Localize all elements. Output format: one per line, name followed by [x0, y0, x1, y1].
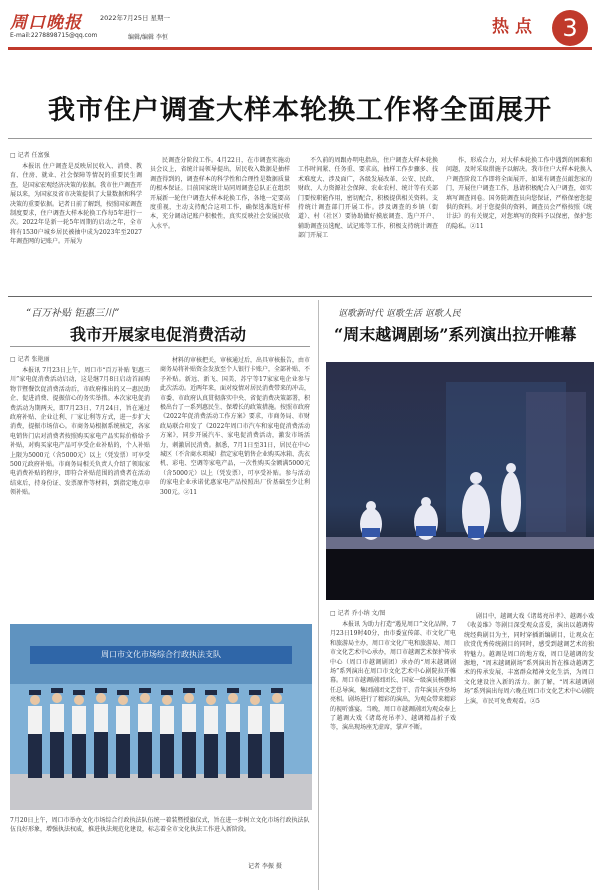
weekend-headline: “周末越调剧场”系列演出拉开帷幕 — [334, 325, 577, 344]
main-article-column-1: 本报讯 住户调查是反映居民收入、消费、教育、住房、就业、社会保障等情况的重要民生调查，是国家宏观经济决策的依据。我市住户调查开展以来，为国家及省市决策提供了大量数据和科学决策的重要依据。记者日前了解到，按照国家调查制度要求，住户调查大样本轮换工作每5年进行一次。2022年是新一轮5年周期的启动之年，全市将有1530户城乡居民被抽中成为2023年至2027年调查网的记账户。开展为 — [10, 163, 142, 246]
main-article-column-2: 民调查分阶段工作。4月22日，在市调查实施动员会议上，省统计局领导提出，居民收入数据是抽样调查得到的，调查样本的科学性和合理性是数据质量的根本保证。目前国家统计局同周调查总队正在组织开展新一轮住户调查大样本轮换工作，各地一定要高度重视，主动支持配合这项工作，确保选准选好样本，充分调动记账户积极性，真实反映社会发展民收入水平。 — [150, 157, 290, 230]
photo-banner-text: 周口市文化市场综合行政执法支队 — [101, 650, 221, 659]
enforcement-team-photo — [10, 624, 312, 810]
section-divider — [8, 296, 592, 297]
team-photo-credit: 记者 李振 摄 — [248, 863, 282, 870]
weekend-byline: □ 记者 乔小纳 文/图 — [330, 608, 386, 617]
newspaper-logo: 周口晚报 — [10, 13, 82, 33]
contact-email: E-mail:2278898715@qq.com — [10, 32, 98, 39]
appliance-article-column-2: 材料的审核把关，审核通过后，出具审核报告，由市商务局将补贴资金发放至个人银行卡账户，全部补贴、不予补贴。新远、新飞、国美、苏宁等17家家电企业参与此次活动。近两年来，面对疫情对居民消费带来的冲击，市委、市政府认真贯彻落实中央、省促消费决策部署，积极出台了一系列惠民生、保增长的政策措施。按照市政府《2022年促消费活动工作方案》要求，市商务局、市财政局联合印发了《2022年周口市汽车和家电促消费活动方案》，同步开展汽车、家电促消费活动，激发市场活力，刺激居民消费。据悉，7月1日至31日，居民在中心城区（不含商水项城）指定家电销售企业购买冰箱、洗衣机、彩电、空调等家电产品，一次性购买金额满5000元（含5000元）以上（凭发票），可享受补贴。参与活动的家电企业承诺优惠家电产品按照出厂价基础至少让利300元。②11 — [160, 357, 310, 496]
appliance-rule — [10, 346, 310, 347]
main-article-column-4: 作，形成合力，对大样本轮换工作中遇到的困难和问题，及时采取措施予以解决。我市住户大样本轮换入户调查阶段工作即将全面展开，如果有调查员敲您家的门，开展住户调查工作，恳请积极配合入户调查，如实填写调查问卷。国务院调查员向您保证，严格保密您提供的资料。对于您提供的资料，调查员会严格按照《统计法》的有关规定，对您填写的资料予以保密，保护您的隐私。②11 — [446, 157, 592, 230]
appliance-article-column-1: 本报讯 7月23日上午，周口市“百万补贴 钜惠三川”家电促消费活动启动，这是继7月8日启动首届购物节暨餐饮促消费活动后，市政府推出的又一惠民助企、促进消费、提振信心的务实举措。本次家电促消费活动为期两天，即7月23日、7月24日，旨在通过政府补贴、企业让利、厂家让利等方式，进一步扩大消费，提振市场信心。市商务局根据系统核定，各家电销售门店对消费者按照购买家电产品实际价格给予补贴，对购买家电产品可享受企业补贴的，个人补贴上限为5000元（含5000元）以上（凭发票）可享受500元政府补贴。市商务局相关负责人介绍了领取家电消费补贴的程序，即符合补贴范围的消费者在活动结束后，持身份证、发票原件等材料，到指定地点申领补贴。 — [10, 367, 150, 497]
column-divider — [318, 300, 319, 890]
main-headline: 我市住户调查大样本轮换工作将全面展开 — [48, 95, 552, 126]
page-number-badge: 3 — [552, 10, 588, 46]
masthead — [8, 6, 592, 50]
stage-performance-photo — [326, 362, 594, 600]
appliance-kicker: “百万补贴 钜惠三川” — [26, 308, 120, 319]
team-photo-caption: 7月20日上午，周口市举办文化市场综合行政执法队伍统一着装暨授旗仪式，旨在进一步树立文化市场行政执法队伍良好形象，增强执法权威，推进执法规范化建设，标志着全市文化执法工作进入新阶段。 — [10, 817, 310, 833]
weekend-kicker: 讴歌新时代 讴歌生活 讴歌人民 — [338, 309, 461, 319]
main-byline: □ 记者 任富强 — [10, 150, 50, 159]
section-title: 热点 — [492, 17, 538, 37]
weekend-article-column-1: 本报讯 为助力打造“遇见周口”文化品牌，7月23日19时40分，由市委宣传部、市文化广电和旅游局主办，周口市文化广电和旅游局、周口市文化艺术中心承办，周口市越调艺术保护传承中心（周口市越调剧团）承办的“周末越调剧场”系列演出在周口市文化艺术中心剧院拉开帷幕。周口市越调剧团团长、国家一级演员杨鹏担任总导演，集团剧团文艺骨干、青年演员齐登场亮相。剧场进行了精彩的演出，为观众带来精彩的视听盛宴。当晚，周口市越调剧团为观众奉上了越调大戏《诸葛亮吊孝》、越调精品折子戏等，演出现场座无虚席，掌声不断。 — [330, 621, 456, 732]
appliance-byline: □ 记者 张艳丽 — [10, 354, 50, 363]
appliance-headline: 我市开展家电促消费活动 — [70, 325, 247, 344]
editors-line: 编辑/编辑 李恒 — [128, 34, 168, 41]
headline-rule — [8, 138, 592, 139]
weekend-article-column-2: 剧目中，越调大戏《诸葛亮吊孝》、越调小戏《收姜维》等剧目深受观众喜爱，演出以越调传统经典剧目为主，同时穿插新编剧目，让观众在欣赏优秀传统剧目的同时，感受到越调艺术的独特魅力。越调是周口的地方戏，周口是越调的发源地，“周末越调剧场”系列演出旨在推动越调艺术的传承发展，丰富群众精神文化生活，为周口文化建设注入新的活力。据了解，“周末越调剧场”系列演出每周六晚在周口市文化艺术中心剧院上演，市民可免费观看。②5 — [464, 613, 594, 705]
issue-date: 2022年7月25日 星期一 — [100, 14, 171, 22]
main-article-column-3: 不久前的周跟办明电指出，住户调查大样本轮换工作时间紧、任务重、要求高，抽样工作步骤多、技术难度大、涉及面广，各级发展改革、公安、民政、财政、人力资源社会保障、农业农村、统计等有关部门要按职能作用，密切配合，积极提供相关资料。支持统计调查部门开展工作。涉及调查的乡镇（街道）、村（社区）要协助做好摸底调查、选户开户、辅助调查员选配、试记账等工作，积极支持统计调查部门开展工 — [298, 157, 438, 240]
